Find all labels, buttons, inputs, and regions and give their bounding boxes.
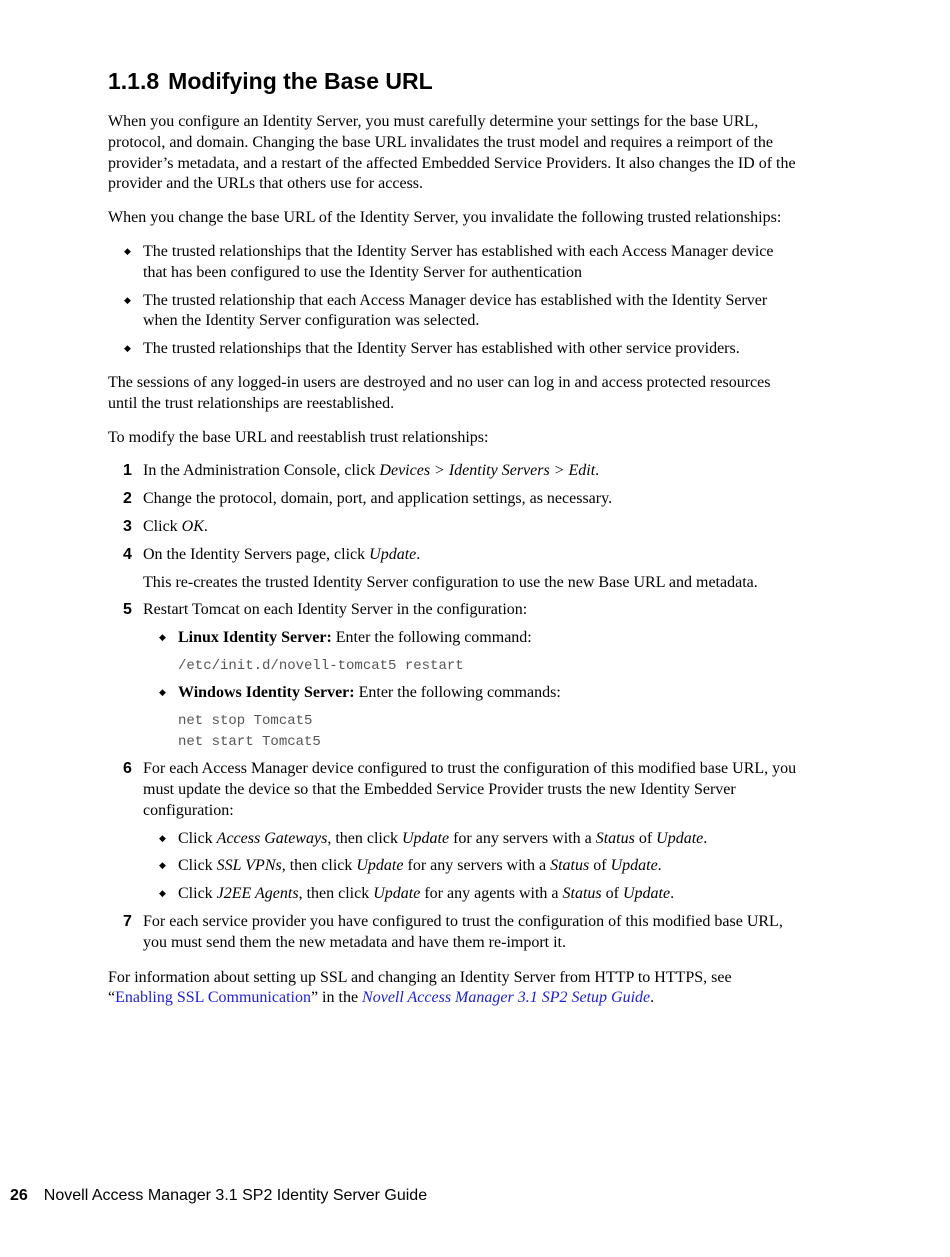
bullet-text: for any agents with a xyxy=(420,885,563,903)
ssl-communication-link[interactable]: Enabling SSL Communication xyxy=(115,989,311,1007)
ok-button-ref: OK xyxy=(181,517,204,535)
trust-bullet-1: ◆ The trusted relationships that the Identity Server has established with each Access Manager device that has been configured to use the Identity Server for authentication xyxy=(108,242,798,284)
step-text: Change the protocol, domain, port, and application settings, as necessary. xyxy=(143,490,613,508)
closing-text: ” in the xyxy=(310,989,363,1007)
server-restart-list xyxy=(143,628,798,752)
step-number: 4 xyxy=(123,545,132,563)
section-number: 1.1.8 xyxy=(108,68,160,94)
step-text-end: . xyxy=(416,545,421,563)
bullet-text: of xyxy=(601,885,623,903)
bullet-text-end: . xyxy=(670,885,675,903)
closing-paragraph xyxy=(108,968,798,1010)
step-text: For each Access Manager device configured to trust the configuration of this modified base URL, you must update the device so that the Embedded Service Provider trusts the new Identity Server configuration: xyxy=(143,760,797,819)
step-6 xyxy=(108,759,798,905)
trust-bullet-3: ◆ The trusted relationships that the Identity Server has established with other service providers. xyxy=(108,339,798,360)
bullet-text: of xyxy=(634,829,657,847)
step-text: For each service provider you have configured to trust the configuration of this modified base URL, you must send them the new metadata and have them re-import it. xyxy=(143,913,783,951)
procedure-intro: To modify the base URL and reestablish trust relationships: xyxy=(108,428,489,446)
ui-column-ref: Status xyxy=(562,885,602,903)
ui-action-ref: Update xyxy=(373,885,421,903)
device-update-list xyxy=(143,829,798,905)
intro-paragraph-2: When you change the base URL of the Identity Server, you invalidate the following trusted relationships: xyxy=(108,209,782,227)
bullet-text: Click xyxy=(178,885,217,903)
step-1 xyxy=(108,461,798,482)
ui-action-ref: Update xyxy=(401,829,450,847)
ui-value-ref: Update xyxy=(656,829,704,847)
step-number: 3 xyxy=(123,517,132,535)
trust-bullet-2: ◆ The trusted relationship that each Access Manager device has established with the Identity Server when the Identity Server configuration was selected. xyxy=(108,291,798,333)
section-title: Modifying the Base URL xyxy=(168,68,433,94)
sessions-paragraph: The sessions of any logged-in users are destroyed and no user can log in and access protected resources until the trust relationships are reestablished. xyxy=(108,373,771,412)
bullet-text: for any servers with a xyxy=(449,829,596,847)
step-5 xyxy=(108,600,798,752)
step-number: 1 xyxy=(123,462,132,480)
bullet-text: Click xyxy=(178,829,217,847)
step-2 xyxy=(108,489,798,510)
windows-label: Windows Identity Server: xyxy=(178,684,355,702)
footer-title: Novell Access Manager 3.1 SP2 Identity Server Guide xyxy=(43,1187,428,1204)
step-4 xyxy=(108,545,798,594)
ui-column-ref: Status xyxy=(595,829,635,847)
ui-value-ref: Update xyxy=(622,885,671,903)
page-number: 26 xyxy=(10,1187,28,1204)
procedure-steps xyxy=(108,461,798,953)
page-footer xyxy=(10,1186,427,1206)
bullet-text: for any servers with a xyxy=(403,857,551,875)
step-text: In the Administration Console, click xyxy=(143,462,380,480)
closing-text-end: . xyxy=(650,989,655,1007)
setup-guide-title: Novell Access Manager 3.1 SP2 Setup Guide xyxy=(362,989,651,1007)
step-note: This re-creates the trusted Identity Server configuration to use the new Base URL and metadata. xyxy=(143,573,758,591)
intro-paragraph-1: When you configure an Identity Server, you must carefully determine your settings for the base URL, protocol, and domain. Changing the base URL invalidates the trust model and requires a reimport of the provider’s metadata, and a restart of the affected Embedded Service Providers. It also changes the ID of the provider and the URLs that others use for access. xyxy=(108,113,796,193)
linux-command: /etc/init.d/novell-tomcat5 restart xyxy=(178,657,464,674)
ui-action-ref: Update xyxy=(356,857,404,875)
step-number: 6 xyxy=(123,760,132,778)
windows-restart-item xyxy=(143,683,798,752)
bullet-text: of xyxy=(589,857,611,875)
linux-instruction: Enter the following command: xyxy=(331,629,532,647)
step-number: 5 xyxy=(123,601,132,619)
step-text: Click xyxy=(143,517,182,535)
closing-text: For information about setting up SSL and changing an Identity Server from HTTP to HTTPS, see “ xyxy=(108,968,732,1007)
section-heading xyxy=(108,66,433,96)
linux-label: Linux Identity Server: xyxy=(178,629,332,647)
bullet-text-end: . xyxy=(703,829,708,847)
j2ee-agents-item xyxy=(143,884,798,905)
ui-value-ref: Update xyxy=(610,857,658,875)
ui-path: Devices > Identity Servers > Edit xyxy=(379,462,596,480)
trust-relationship-list xyxy=(108,242,798,360)
bullet-text: , then click xyxy=(327,829,402,847)
bullet-text: , then click xyxy=(281,857,357,875)
bullet-text: Click xyxy=(178,857,217,875)
setup-guide-link[interactable] xyxy=(362,989,650,1006)
step-text-end: . xyxy=(595,462,600,480)
access-gateways-item xyxy=(143,829,798,850)
step-7 xyxy=(108,912,798,954)
ui-item-ref: Access Gateways xyxy=(216,829,328,847)
step-number: 2 xyxy=(123,490,132,508)
step-number: 7 xyxy=(123,913,132,931)
step-text: On the Identity Servers page, click xyxy=(143,545,370,563)
windows-commands: net stop Tomcat5 net start Tomcat5 xyxy=(178,713,321,750)
ssl-vpns-item xyxy=(143,856,798,877)
linux-restart-item xyxy=(143,628,798,676)
body-content xyxy=(108,112,798,1022)
update-button-ref: Update xyxy=(369,545,417,563)
ui-item-ref: J2EE Agents xyxy=(216,885,299,903)
step-text-end: . xyxy=(203,517,208,535)
bullet-text: , then click xyxy=(298,885,374,903)
step-text: Restart Tomcat on each Identity Server in the configuration: xyxy=(143,601,528,619)
ui-item-ref: SSL VPNs xyxy=(216,857,282,875)
ui-column-ref: Status xyxy=(550,857,590,875)
step-3 xyxy=(108,517,798,538)
bullet-text-end: . xyxy=(657,857,662,875)
windows-instruction: Enter the following commands: xyxy=(354,684,561,702)
